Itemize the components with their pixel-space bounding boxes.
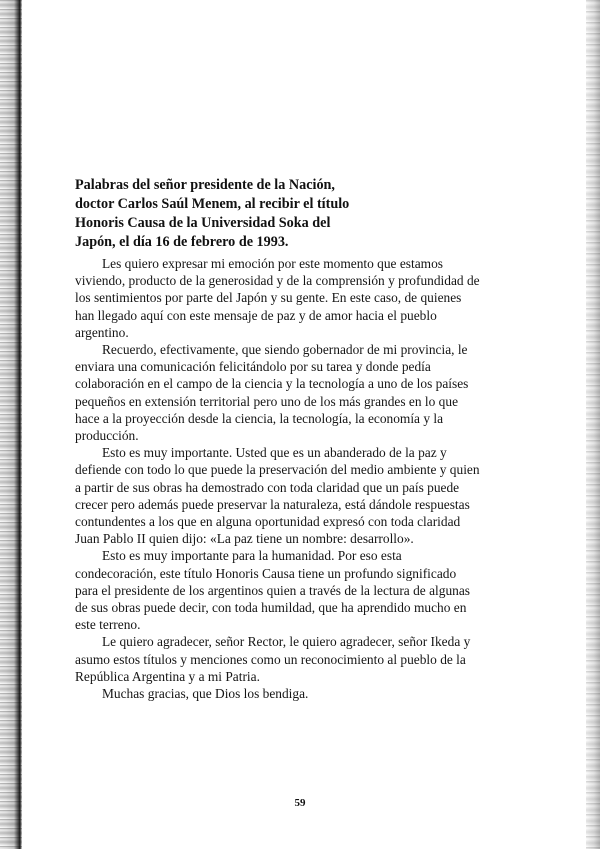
paragraph: Les quiero expresar mi emoción por este momento que estamos viviendo, producto de la generosidad y de la comprensión y profundidad de los sentimientos por parte del Japón y su gente. En este caso, de quienes han llegado aquí con este mensaje de paz y de amor hacia el pueblo argentino.	[75, 256, 480, 340]
scan-binding-edge	[0, 0, 22, 849]
paragraph: Esto es muy importante. Usted que es un abanderado de la paz y defiende con todo lo que puede la preservación del medio ambiente y quien a partir de sus obras ha demostrado con toda claridad que un país puede crecer pero además puede preservar la naturaleza, está dándole respuestas contundentes a los que en alguna oportunidad expresó con toda claridad Juan Pablo II quien dijo: «La paz tiene un nombre: desarrollo».	[75, 445, 480, 547]
paragraph: Esto es muy importante para la humanidad. Por eso esta condecoración, este título Honoris Causa tiene un profundo significado para el presidente de los argentinos quien a través de la lectura de algunas de sus obras puede decir, con toda humildad, que ha aprendido mucho en este terreno.	[75, 548, 470, 633]
page-number: 59	[294, 797, 306, 809]
heading-line: Palabras del señor presidente de la Nación,	[75, 177, 335, 193]
speech-heading	[75, 176, 405, 252]
speech-body	[75, 255, 495, 702]
heading-line: Japón, el día 16 de febrero de 1993.	[75, 234, 289, 250]
paragraph: Recuerdo, efectivamente, que siendo gobernador de mi provincia, le enviara una comunicación felicitándolo por su tarea y donde pedía colaboración en el campo de la ciencia y la tecnología a uno de los países pequeños en extensión territorial pero uno de los más grandes en lo que hace a la proyección desde la ciencia, la tecnología, la economía y la producción.	[75, 342, 469, 444]
paragraph: Muchas gracias, que Dios los bendiga.	[102, 686, 309, 702]
scan-page-edge	[586, 0, 600, 849]
heading-line: doctor Carlos Saúl Menem, al recibir el título	[75, 196, 350, 212]
paragraph: Le quiero agradecer, señor Rector, le quiero agradecer, señor Ikeda y asumo estos títulos y menciones como un reconocimiento al pueblo de la República Argentina y a mi Patria.	[75, 634, 471, 684]
heading-line: Honoris Causa de la Universidad Soka del	[75, 215, 331, 231]
